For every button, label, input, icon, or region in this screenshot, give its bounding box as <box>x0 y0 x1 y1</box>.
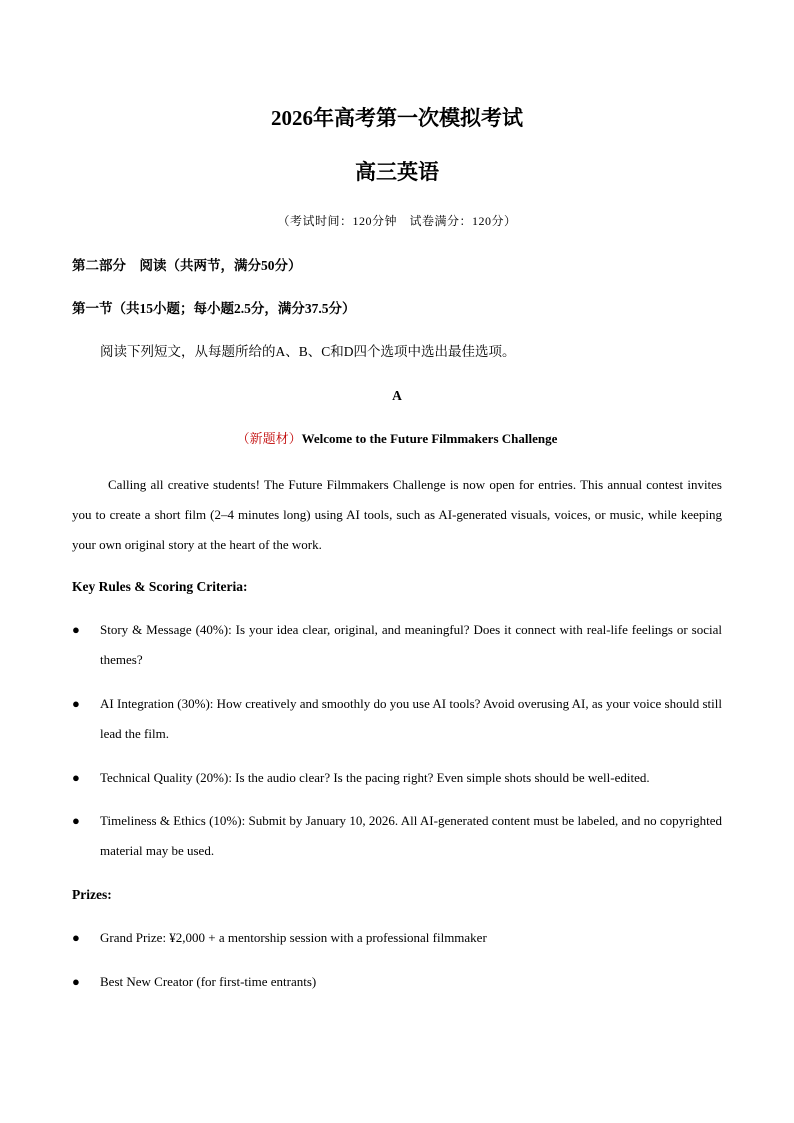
prize-item <box>72 967 722 997</box>
section-heading: 第一节（共15小题；每小题2.5分，满分37.5分） <box>72 301 356 316</box>
new-topic-tag: （新题材） <box>236 431 302 446</box>
exam-title: 2026年高考第一次模拟考试 <box>271 106 523 130</box>
bullet-icon: ● <box>72 622 80 637</box>
rule-item <box>72 689 722 749</box>
rule-item <box>72 763 722 793</box>
prizes-heading: Prizes: <box>72 887 112 902</box>
rules-heading: Key Rules & Scoring Criteria: <box>72 579 248 594</box>
passage-letter: A <box>392 388 402 403</box>
part-heading: 第二部分 阅读（共两节，满分50分） <box>72 258 302 273</box>
bullet-icon: ● <box>72 974 80 989</box>
rule-text: Timeliness & Ethics (10%): Submit by January 10, 2026. All AI-generated content must be labeled, and no copyrighted material may be used. <box>100 813 722 858</box>
bullet-icon: ● <box>72 696 80 711</box>
reading-instruction: 阅读下列短文，从每题所给的A、B、C和D四个选项中选出最佳选项。 <box>100 344 516 359</box>
rule-text: Technical Quality (20%): Is the audio clear? Is the pacing right? Even simple shots should be well-edited. <box>100 770 650 785</box>
bullet-icon: ● <box>72 813 80 828</box>
bullet-icon: ● <box>72 930 80 945</box>
rule-item <box>72 615 722 675</box>
rule-item <box>72 806 722 866</box>
rule-text: Story & Message (40%): Is your idea clear, original, and meaningful? Does it connect with real-life feelings or social themes? <box>100 622 722 667</box>
passage-title <box>0 429 794 449</box>
rule-text: AI Integration (30%): How creatively and smoothly do you use AI tools? Avoid overusing AI, as your voice should still lead the film. <box>100 696 722 741</box>
prize-text: Best New Creator (for first-time entrants) <box>100 974 317 989</box>
exam-info: （考试时间：120分钟 试卷满分：120分） <box>277 214 517 228</box>
passage-title-text: Welcome to the Future Filmmakers Challenge <box>301 431 558 446</box>
subject-title: 高三英语 <box>355 160 439 184</box>
intro-paragraph: Calling all creative students! The Future Filmmakers Challenge is now open for entries. This annual contest invites you to create a short film (2–4 minutes long) using AI tools, such as AI-generated visuals, voices, or music, while keeping your own original story at the heart of the work. <box>72 477 722 552</box>
bullet-icon: ● <box>72 770 80 785</box>
prize-text: Grand Prize: ¥2,000 + a mentorship session with a professional filmmaker <box>100 930 487 945</box>
prize-item <box>72 923 722 953</box>
